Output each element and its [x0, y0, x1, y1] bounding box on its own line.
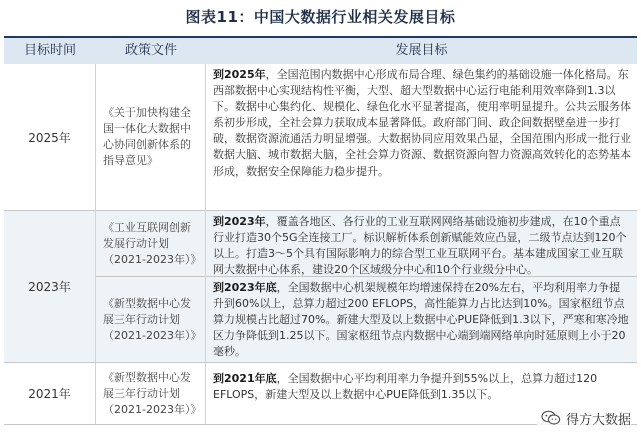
goal-cell	[206, 64, 637, 211]
policy-cell: 《关于加快构建全国一体化大数据中心协同创新体系的指导意见》	[96, 64, 206, 211]
goals-table	[4, 36, 637, 434]
page-title: 图表11：中国大数据行业相关发展目标	[185, 8, 456, 26]
year-cell-2025: 2025年	[4, 64, 96, 211]
wechat-icon	[541, 410, 561, 426]
policy-cell: 《工业互联网创新发展行动计划（2021-2023年）》	[96, 211, 206, 277]
goal-cell	[206, 211, 637, 277]
watermark	[537, 407, 631, 429]
goal-text: ，覆盖各地区、各行业的工业互联网网络基础设施初步建成，在10个重点行业打造30个5G全连接工厂。标识解析体系创新赋能效应凸显，二级节点达到120个以上。打造3～5个具有国际影响力的综合型工业互联网平台。基本建成国家工业互联网大数据中心体系，建设20个区域级分中心和10个行业级分中心。	[213, 215, 627, 277]
goal-lead: 到2023年	[213, 215, 266, 228]
watermark-text: 得方大数据	[565, 412, 631, 428]
year-cell-2023: 2023年	[4, 211, 96, 363]
header-target-time: 目标时间	[23, 43, 76, 58]
table-header	[4, 38, 637, 64]
header-policy-document: 政策文件	[124, 43, 177, 58]
year-cell-2021: 2021年	[4, 363, 96, 425]
goal-text: ，全国范围内数据中心形成布局合理、绿色集约的基础设施一体化格局。东西部数据中心实现结构性平衡，大型、超大型数据中心运行电能利用效率降到1.3以下。数据中心集约化、规模化、绿色化水平显著提高，使用率明显提升。公共云服务体系初步形成，全社会算力获取成本显著降低。政府部门间、政企间数据壁垒进一步打破，数据资源流通活力明显增强。大数据协同应用效果凸显，全国范围内形成一批行业数据大脑、城市数据大脑，全社会算力资源、数据资源向智力资源高效转化的态势基本形成，数据安全保障能力稳步提升。	[213, 68, 631, 178]
goal-lead: 到2025年	[213, 68, 266, 81]
goal-text: ，全国数据中心平均利用率力争提升到55%以上，总算力超过120 EFLOPS，新建大型及以上数据中心PUE降低到1.35以下。	[213, 372, 598, 402]
policy-cell: 《新型数据中心发展三年行动计划（2021-2023年）》	[96, 363, 206, 425]
policy-cell: 《新型数据中心发展三年行动计划（2021-2023年）》	[96, 277, 206, 363]
goal-lead: 到2021年底	[213, 372, 277, 385]
goal-lead: 到2023年底	[213, 281, 277, 294]
header-development-goal: 发展目标	[395, 43, 448, 58]
goal-text: ，全国数据中心机架规模年均增速保持在20%左右，平均利用率力争提升到60%以上，总算力超过200 EFLOPS，高性能算力占比达到10%。国家枢纽节点算力规模占比超过70%。新建大型及以上数据中心PUE降低到1.3以下，严寒和寒冷地区力争降低到1.25以下。国家枢纽节点内数据中心端到端网络单向时延原则上小于20毫秒。	[213, 281, 629, 359]
goal-cell	[206, 277, 637, 363]
